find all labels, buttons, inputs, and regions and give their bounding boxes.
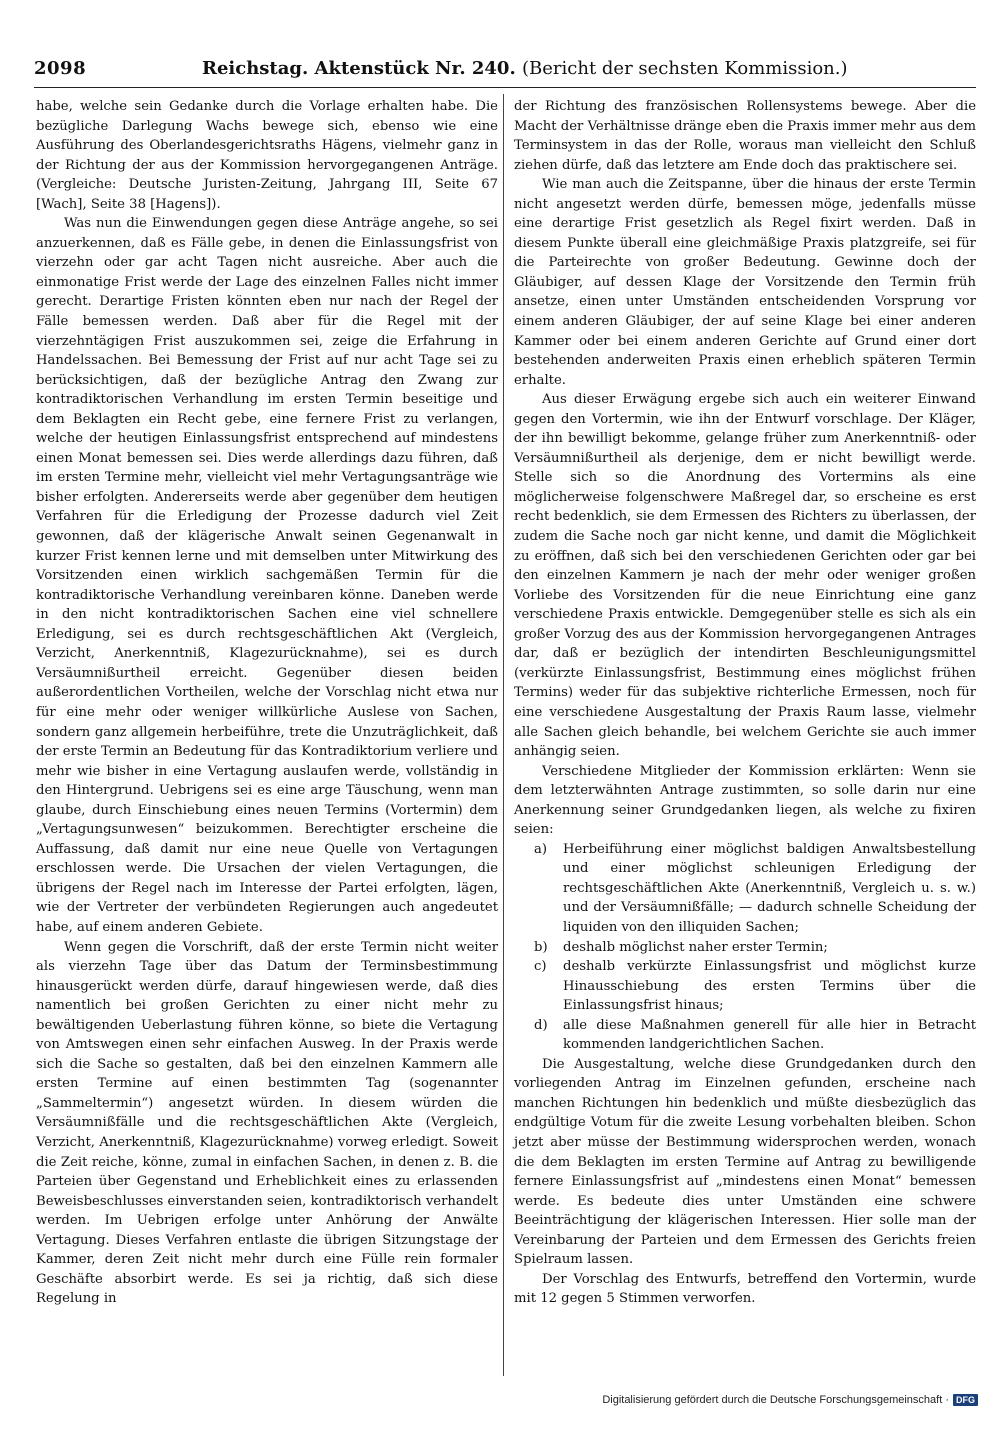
- credit-text: Digitalisierung gefördert durch die Deutsche Forschungsgemeinschaft ·: [602, 1394, 949, 1406]
- list-item: [514, 938, 976, 958]
- header-rule: [34, 87, 976, 88]
- paragraph: Der Vorschlag des Entwurfs, betreffend den Vortermin, wurde mit 12 gegen 5 Stimmen verworfen.: [514, 1271, 976, 1307]
- paragraph: Verschiedene Mitglieder der Kommission erklärten: Wenn sie dem letzterwähnten Antrage zustimmten, so solle darin nur eine Anerkennung seiner Grundgedanken liegen, als welche zu fixiren seien:: [514, 763, 976, 838]
- list-item-label: d): [534, 1017, 548, 1033]
- paragraph: Aus dieser Erwägung ergebe sich auch ein weiterer Einwand gegen den Vortermin, wie ihn der Entwurf vorschlage. Der Kläger, der ihn bewilligt bekomme, gelange früher zum Anerkenntniß- oder Versäumnißurtheil als derjenige, dem er nicht bewilligt werde. Stelle sich so die Anordnung des Vortermins als eine möglicherweise folgenschwere Maßregel dar, so erscheine es erst recht bedenklich, sie dem Ermessen des Richters zu überlassen, der zudem die Sache noch gar nicht kenne, und damit die Möglichkeit zu eröffnen, daß sich bei den verschiedenen Gerichten oder gar bei den einzelnen Kammern je nach der mehr oder weniger großen Vorliebe des Vorsitzenden für die neue Einrichtung eine ganz verschiedene Praxis entwickle. Demgegenüber stelle es sich als ein großer Vorzug des aus der Kommission hervorgegangenen Antrages dar, daß er bezüglich der intendirten Beschleunigungsmittel (verkürzte Einlassungsfrist, Bestimmung eines möglichst frühen Termins) weder für das subjektive richterliche Ermessen, noch für eine verschiedene Ausgestaltung der Praxis Raum lasse, vielmehr alle Sachen gleich behandle, bei welchem Gerichte sie auch immer anhängig seien.: [514, 392, 976, 760]
- column-divider: [503, 94, 504, 1376]
- paragraph: Wenn gegen die Vorschrift, daß der erste Termin nicht weiter als vierzehn Tage über das Datum der Terminsbestimmung hinausgerückt werden dürfe, darauf hingewiesen werde, daß dies namentlich bei großen Gerichten zu einer nicht mehr zu bewältigenden Ueberlastung führen könne, so biete die Vertagung von Amtswegen einen sehr einfachen Ausweg. In der Praxis werde sich die Sache so gestalten, daß bei den einzelnen Kammern alle ersten Termine auf einen bestimmten Tag (sogenannter „Sammeltermin“) angesetzt würden. In diesem würden die Versäumnißfälle und die rechtsgeschäftlichen Akte (Vergleich, Verzicht, Anerkenntniß, Klagezurücknahme) vorweg erledigt. Soweit die Zeit reiche, könne, zumal in einfachen Sachen, in denen z. B. die Parteien über Gegenstand und Erheblichkeit eines zu erlassenden Beweisbeschlusses einverstanden seien, kontradiktorisch verhandelt werden. Im Uebrigen erfolge unter Anhörung der Anwälte Vertagung. Dieses Verfahren entlaste die übrigen Sitzungstage der Kammer, deren Zeit nicht mehr durch eine Fülle rein formaler Geschäfte absorbirt werde. Es sei ja richtig, daß sich diese Regelung in: [36, 939, 498, 1307]
- enumerated-list: [514, 840, 976, 1055]
- digitization-credit: [602, 1394, 978, 1406]
- paragraph: habe, welche sein Gedanke durch die Vorlage erhalten habe. Die bezügliche Darlegung Wachs bewege sich, ebenso wie eine Ausführung des Oberlandesgerichtsraths Hägens, vielmehr ganz in der Richtung der aus der Kommission hervorgegangenen Anträge. (Vergleiche: Deutsche Juristen-Zeitung, Jahrgang III, Seite 67 [Wach], Seite 38 [Hagens]).: [36, 99, 498, 212]
- page-number: 2098: [34, 58, 87, 79]
- running-title: [202, 58, 848, 79]
- list-item-label: c): [534, 959, 547, 975]
- right-column: [514, 97, 976, 1309]
- page-header: [34, 52, 974, 84]
- list-item-label: a): [534, 841, 548, 857]
- paragraph: Wie man auch die Zeitspanne, über die hinaus der erste Termin nicht angesetzt werden dürfe, bemessen möge, jedenfalls müsse eine derartige Frist gesetzlich als Regel fixirt werden. Daß in diesem Punkte überall eine gleichmäßige Praxis platzgreife, sei für die Parteirechte von großer Bedeutung. Gewinne doch der Gläubiger, auf dessen Klage der Vorsitzende den Termin früh ansetze, einen unter Umständen entscheidenden Vorsprung vor einem anderen Gläubiger, der auf seine Klage bei einer anderen Kammer oder bei einem anderen Gerichte auf Grund einer dort bestehenden anderweiten Praxis einen erheblich späteren Termin erhalte.: [514, 177, 976, 388]
- left-column: [36, 97, 498, 1309]
- list-item: [514, 957, 976, 1016]
- running-title-subtitle: (Bericht der sechsten Kommission.): [522, 58, 848, 79]
- list-item-text: Herbeiführung einer möglichst baldigen Anwaltsbestellung und einer möglichst schleunigen Erledigung der rechtsgeschäftlichen Akte (Anerkenntniß, Vergleich u. s. w.) und der Versäumnißfälle; — dadurch schnelle Scheidung der liquiden von den illiquiden Sachen;: [563, 841, 976, 935]
- paragraph: Was nun die Einwendungen gegen diese Anträge angehe, so sei anzuerkennen, daß es Fälle gebe, in denen die Einlassungsfrist von vierzehn oder gar acht Tagen nicht ausreiche. Aber auch die einmonatige Frist werde der Lage des einzelnen Falles nicht immer gerecht. Derartige Fristen könnten eben nur nach der Regel der Fälle bemessen werden. Daß aber für die Regel mit der vierzehntägigen Frist auszukommen sei, zeige die Erfahrung in Handelssachen. Bei Bemessung der Frist auf nur acht Tage sei zu berücksichtigen, daß der bezügliche Antrag den Zwang zur kontradiktorischen Verhandlung im ersten Termin beseitige und dem Beklagten ein Recht gebe, eine fernere Frist zu verlangen, welche der heutigen Einlassungsfrist entsprechend auf mindestens einen Monat bemessen sei. Dies werde allerdings dazu führen, daß im ersten Termine mehr, vielleicht viel mehr Vertagungsanträge wie bisher erfolgten. Andererseits werde aber gegenüber dem heutigen Verfahren für die Erledigung der Prozesse dadurch viel Zeit gewonnen, daß der klägerische Anwalt seinen Gegenanwalt in kurzer Frist kennen lerne und mit demselben unter Mitwirkung des Vorsitzenden einen wirklich sachgemäßen Termin für die kontradiktorische Verhandlung vereinbaren könne. Daneben werde in den nicht kontradiktorischen Sachen eine viel schnellere Erledigung, sei es durch rechtsgeschäftlichen Akt (Vergleich, Verzicht, Anerkenntniß, Klagezurücknahme), sei es durch Versäumnißurtheil erreicht. Gegenüber diesen beiden außerordentlichen Vortheilen, welche der Vorschlag nicht etwa nur für eine mehr oder weniger willkürliche Auslese von Sachen, sondern ganz allgemein herbeiführe, trete die Unzuträglichkeit, daß der erste Termin an Bedeutung für das Kontradiktorium verliere und mehr wie bisher in eine Vertagung auslaufen werde, vollständig in den Hintergrund. Uebrigens sei es eine arge Täuschung, wenn man glaube, durch Einschiebung eines neuen Termins (Vortermin) dem „Vertagungsunwesen“ beizukommen. Berechtigter erscheine die Auffassung, daß damit nur eine neue Quelle von Vertagungen erschlossen werde. Die Ursachen der vielen Vertagungen, die übrigens der Regel nach im Interesse der Partei erfolgten, lägen, wie der Vertreter der verbündeten Regierungen auch angedeutet habe, auf einem anderen Gebiete.: [36, 216, 498, 935]
- dfg-logo: DFG: [953, 1394, 978, 1406]
- list-item-label: b): [534, 939, 548, 955]
- paragraph: Die Ausgestaltung, welche diese Grundgedanken durch den vorliegenden Antrag im Einzelnen gefunden, erscheine nach manchen Richtungen hin bedenklich und müßte diesbezüglich das endgültige Votum für die zweite Lesung vorbehalten bleiben. Schon jetzt aber müsse der Bestimmung widersprochen werden, wonach die dem Beklagten im ersten Termine auf Antrag zu bewilligende fernere Einlassungsfrist auf „mindestens einen Monat“ bemessen werde. Es bedeute dies unter Umständen eine schwere Beeinträchtigung der klägerischen Interessen. Hier solle man der Vereinbarung der Parteien und dem Ermessen des Gerichts freien Spielraum lassen.: [514, 1056, 976, 1268]
- list-item: [514, 1016, 976, 1055]
- list-item-text: alle diese Maßnahmen generell für alle hier in Betracht kommenden landgerichtlichen Sachen.: [563, 1017, 976, 1053]
- paragraph: der Richtung des französischen Rollensystems bewege. Aber die Macht der Verhältnisse dränge eben die Praxis immer mehr aus dem Terminsystem in das der Rolle, woraus man vielleicht den Schluß ziehen dürfe, daß das letztere am Ende doch das praktischere sei.: [514, 99, 976, 173]
- list-item-text: deshalb verkürzte Einlassungsfrist und möglichst kurze Hinausschiebung des ersten Termins über die Einlassungsfrist hinaus;: [563, 959, 976, 1014]
- running-title-main: Reichstag. Aktenstück Nr. 240.: [202, 58, 516, 79]
- list-item-text: deshalb möglichst naher erster Termin;: [563, 939, 828, 955]
- list-item: [514, 840, 976, 938]
